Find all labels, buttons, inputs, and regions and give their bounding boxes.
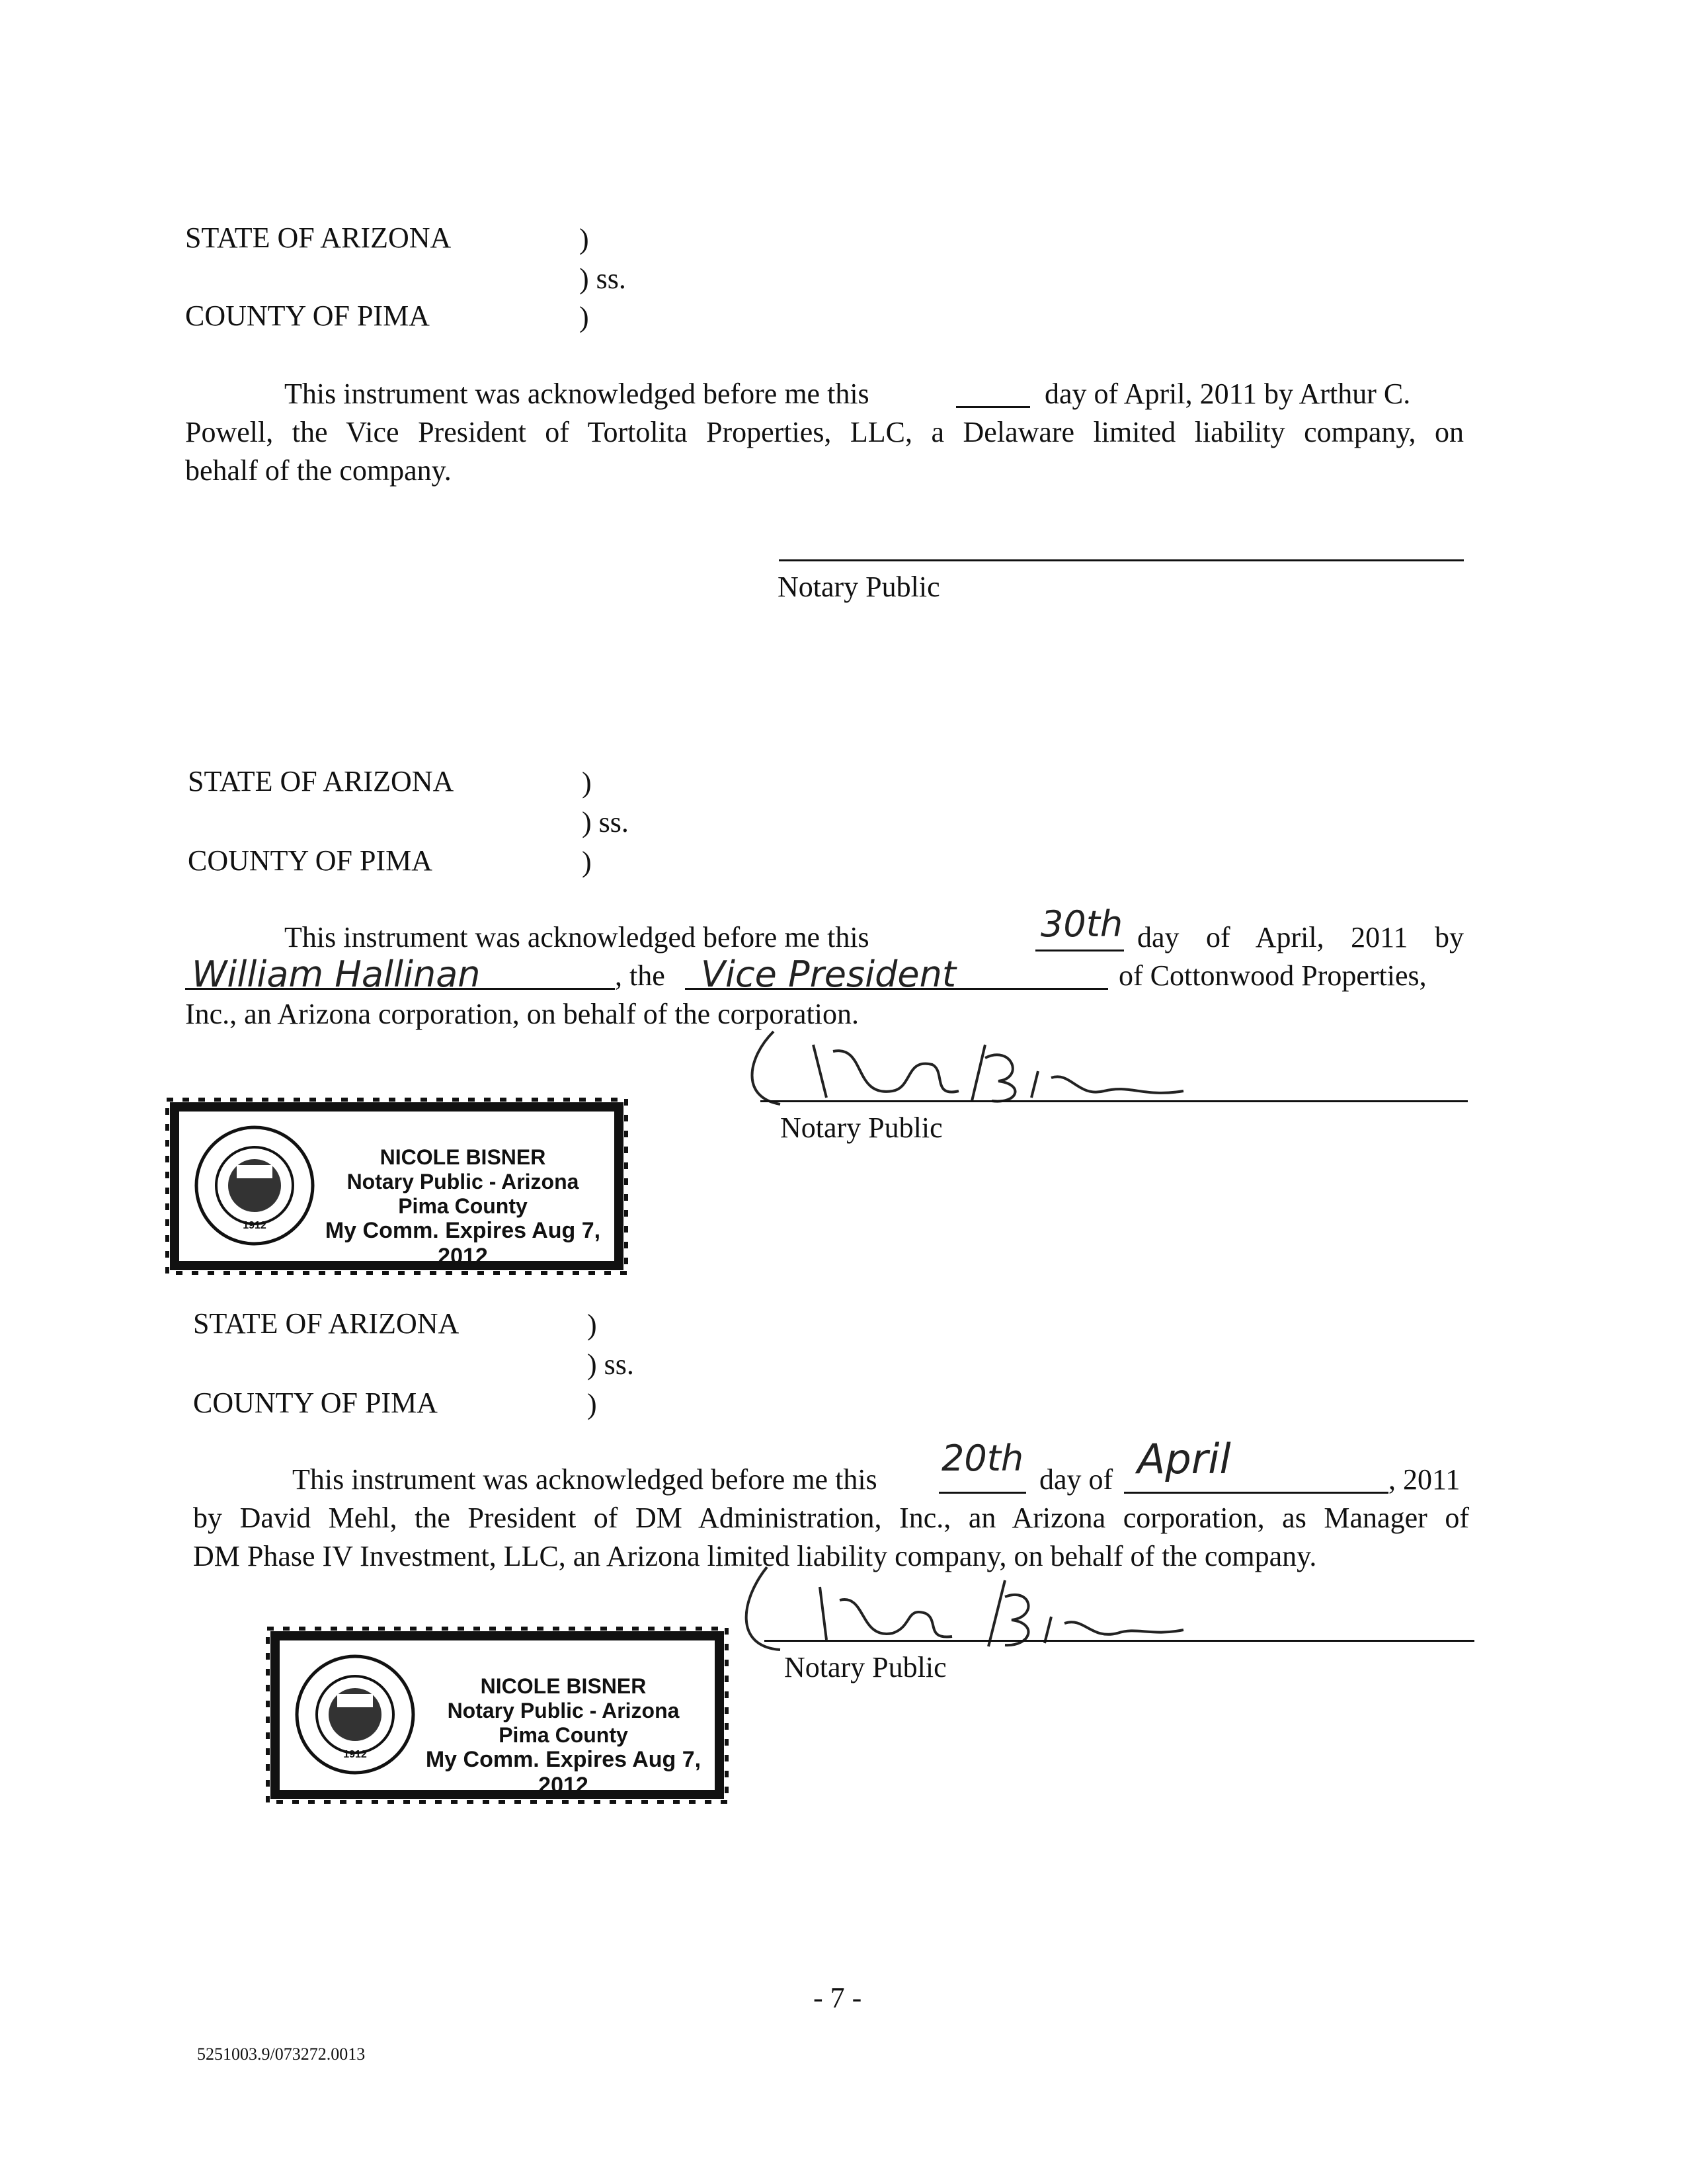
notary-signature-line-1: [779, 559, 1464, 561]
paren-bot-3: ): [587, 1388, 597, 1420]
notary-signature-line-3: [764, 1640, 1474, 1642]
notary-label-2: Notary Public: [780, 1112, 943, 1144]
notary-stamp-2: [266, 1627, 729, 1804]
notary-label-3: Notary Public: [784, 1651, 947, 1683]
state-label-2: STATE OF ARIZONA: [188, 765, 454, 797]
ack-text-3d: by David Mehl, the President of DM Administration, Inc., an Arizona corporation, as Manager of: [193, 1502, 1469, 1534]
month-blank-3: [1124, 1492, 1388, 1494]
ack-text-2-the: , the: [615, 959, 665, 992]
stamp-name-1: NICOLE BISNER: [380, 1145, 546, 1169]
ack-text-3b: day of: [1039, 1463, 1113, 1496]
handwritten-day-3: 20th: [941, 1437, 1024, 1479]
paren-top-3: ): [587, 1309, 597, 1341]
notary-label-1: Notary Public: [778, 571, 940, 603]
stamp-expires-1: My Comm. Expires Aug 7, 2012: [325, 1218, 601, 1270]
state-label-3: STATE OF ARIZONA: [193, 1307, 460, 1340]
stamp-title-1: Notary Public - Arizona: [346, 1169, 579, 1193]
stamp-name-2: NICOLE BISNER: [480, 1674, 647, 1698]
day-blank-1: [956, 406, 1030, 408]
handwritten-title-2: Vice President: [701, 953, 957, 995]
handwritten-name-2: William Hallinan: [192, 953, 481, 995]
ack-text-1c: Powell, the Vice President of Tortolita Properties, LLC, a Delaware limited liability company, on: [185, 416, 1464, 448]
ack-text-1b: day of April, 2011 by Arthur C.: [1045, 378, 1411, 410]
arizona-seal-icon: [292, 1652, 418, 1777]
page-number: - 7 -: [813, 1982, 862, 2014]
signature-text-3: [826, 1600, 831, 1601]
svg-text:1912: 1912: [343, 1749, 367, 1760]
notary-stamp-1: [165, 1098, 628, 1275]
svg-text:1912: 1912: [243, 1220, 266, 1231]
ss-mark-1: ) ss.: [579, 263, 626, 295]
document-id: 5251003.9/073272.0013: [197, 2044, 366, 2064]
handwritten-day-2: 30th: [1041, 903, 1123, 945]
ack-text-2a: This instrument was acknowledged before me this: [284, 921, 869, 953]
day-blank-2: [1035, 950, 1124, 951]
county-label-3: COUNTY OF PIMA: [193, 1387, 438, 1419]
notary-signature-3: [727, 1560, 1203, 1660]
signature-text-2: [826, 1051, 831, 1052]
ack-text-2c: of Cottonwood Properties,: [1119, 959, 1427, 992]
ack-text-3c: , 2011: [1388, 1463, 1461, 1496]
state-label-1: STATE OF ARIZONA: [185, 222, 452, 254]
ack-text-1d: behalf of the company.: [185, 454, 452, 487]
ack-text-3a: This instrument was acknowledged before me this: [292, 1463, 877, 1496]
stamp-expires-2: My Comm. Expires Aug 7, 2012: [425, 1747, 701, 1799]
stamp-county-1: Pima County: [398, 1193, 528, 1218]
notary-signature-2: [734, 1018, 1197, 1111]
stamp-county-2: Pima County: [499, 1722, 628, 1747]
paren-bot-2: ): [582, 846, 592, 878]
county-label-2: COUNTY OF PIMA: [188, 844, 432, 877]
stamp-title-2: Notary Public - Arizona: [447, 1698, 680, 1722]
arizona-seal-icon: [192, 1123, 317, 1248]
ack-text-3e: DM Phase IV Investment, LLC, an Arizona limited liability company, on behalf of the company.: [193, 1540, 1317, 1572]
day-blank-3: [939, 1492, 1026, 1494]
ss-mark-2: ) ss.: [582, 806, 629, 838]
ack-text-2b: day of April, 2011 by: [1137, 921, 1464, 953]
notary-signature-line-2: [760, 1100, 1468, 1102]
paren-top-2: ): [582, 766, 592, 799]
ack-text-2d: Inc., an Arizona corporation, on behalf of the corporation.: [185, 998, 859, 1030]
handwritten-month-3: April: [1137, 1435, 1231, 1483]
county-label-1: COUNTY OF PIMA: [185, 300, 430, 332]
paren-top-1: ): [579, 223, 589, 255]
ss-mark-3: ) ss.: [587, 1348, 634, 1381]
paren-bot-1: ): [579, 301, 589, 333]
ack-text-1a: This instrument was acknowledged before me this: [284, 378, 869, 410]
